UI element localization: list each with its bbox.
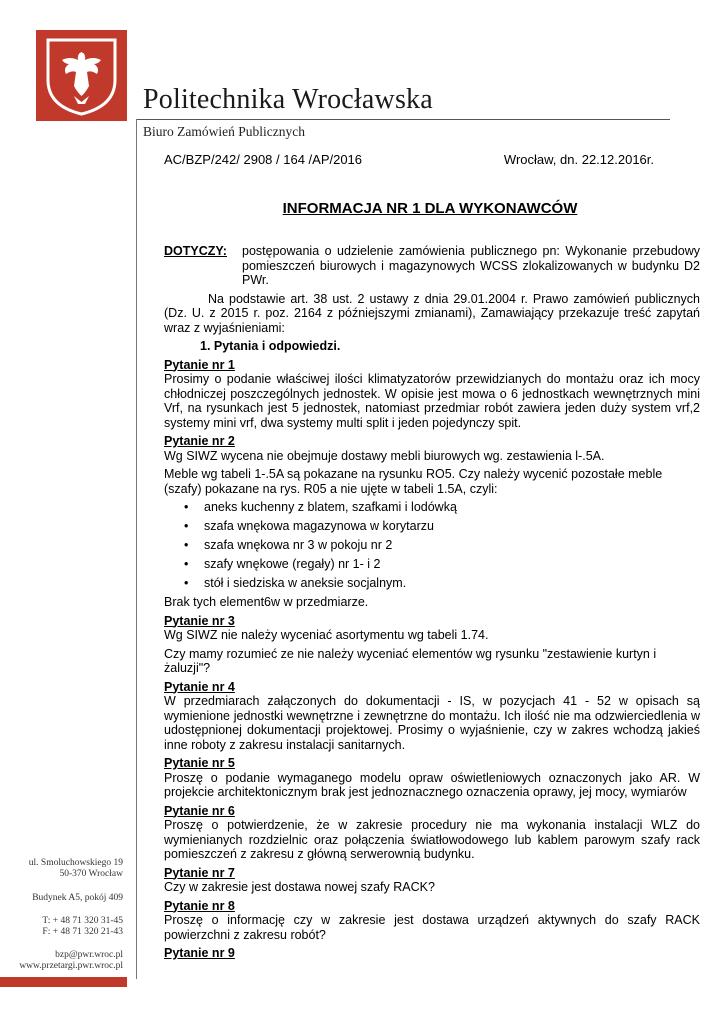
document-body — [164, 244, 700, 961]
question-heading: Pytanie nr 1 — [164, 357, 235, 372]
reference-number: AC/BZP/242/ 2908 / 164 /AP/2016 — [164, 152, 363, 167]
question-text: Proszę o podanie wymaganego modelu opraw oświetleniowych oznaczonych jako AR. W projekcie architektonicznym brak jest jednoznacznego oznaczenia oprawy, jej mocy, wymiarów — [164, 770, 700, 799]
place-date: Wrocław, dn. 22.12.2016r. — [503, 152, 654, 167]
intro-paragraph: Na podstawie art. 38 ust. 2 ustawy z dnia 29.01.2004 r. Prawo zamówień publicznych (Dz. U. z 2015 r. poz. 2164 z późniejszymi zmianami), Zamawiający przekazuje treść zapytań wraz z wyjaśnieniami: — [164, 291, 700, 335]
header-divider — [136, 119, 670, 120]
footer-building: Budynek A5, pokój 409 — [32, 893, 123, 903]
left-margin-rule — [136, 119, 137, 979]
question-text: Proszę o informację czy w zakresie jest dostawa urządzeń aktywnych do szafy RACK powierzchni z zakresu robót? — [164, 913, 700, 942]
question-heading: Pytanie nr 6 — [164, 803, 235, 818]
question-text: Prosimy o podanie właściwej ilości klimatyzatorów przewidzianych do montażu oraz ich mocy chłodniczej poszczególnych jednostek. W opisie jest mowa o 6 jednostkach wewnętrznych mini Vrf, na rysunkach jest 5 jednostek, natomiast przedmiar robót zawiera jeden duży system vrf,2 systemy mini vrf, dwa systemy multi split i jeden pojedynczy spit. — [164, 372, 700, 430]
question-text: Wg SIWZ wycena nie obejmuje dostawy mebli biurowych wg. zestawienia l-.5A. — [164, 448, 605, 463]
question-text: Meble wg tabeli 1-.5A są pokazane na rysunku RO5. Czy należy wycenić pozostałe meble (szafy) pokazane na rys. R05 a nie ujęte w tabeli 1.5A, czyli: — [164, 467, 663, 496]
question-heading: Pytanie nr 8 — [164, 898, 235, 913]
subject-label: DOTYCZY: — [164, 244, 227, 258]
question-heading: Pytanie nr 2 — [164, 434, 235, 448]
section-heading: 1. Pytania i odpowiedzi. — [200, 339, 341, 353]
footer-email[interactable]: bzp@pwr.wroc.pl — [55, 950, 123, 960]
question-heading: Pytanie nr 3 — [164, 613, 235, 628]
eagle-emblem-icon — [36, 30, 127, 121]
question-heading: Pytanie nr 4 — [164, 679, 235, 694]
subject-row — [164, 244, 700, 288]
university-logo — [36, 30, 127, 121]
list-item: • szafy wnękowe (regały) nr 1- i 2 — [204, 557, 700, 572]
reference-line — [164, 152, 654, 167]
footer-website[interactable]: www.przetargi.pwr.wroc.pl — [19, 961, 123, 971]
footer-street: ul. Smoluchowskiego 19 — [28, 858, 123, 868]
question-text: Wg SIWZ nie należy wyceniać asortymentu wg tabeli 1.74. — [164, 628, 489, 642]
bullet-list — [164, 500, 700, 591]
question-text: W przedmiarach załączonych do dokumentacji - IS, w pozycjach 41 - 52 w opisach są wymienione jednostki wewnętrzne i zewnętrzne do montażu. Ich ilość nie ma odzwierciedlenia w udostępnionej dokumentacji projektowej. Prosimy o wyjaśnienie, czy w zakres wchodzą jakieś inne roboty z zakresu instalacji sanitarnych. — [164, 694, 700, 752]
list-item: • szafa wnękowa magazynowa w korytarzu — [204, 519, 700, 534]
footer-fax: F: + 48 71 320 21-43 — [42, 927, 123, 937]
question-heading: Pytanie nr 9 — [164, 946, 235, 960]
footer-city: 50-370 Wrocław — [59, 869, 123, 879]
subject-text: postępowania o udzielenie zamówienia publicznego pn: Wykonanie przebudowy pomieszczeń biurowych i magazynowych WCSS zlokalizowanych w budynku D2 PWr. — [242, 244, 700, 287]
question-heading: Pytanie nr 5 — [164, 756, 235, 770]
list-item: • stół i siedziska w aneksie socjalnym. — [204, 576, 700, 591]
question-text: Czy mamy rozumieć ze nie należy wyceniać elementów wg rysunku "zestawienie kurtyn i żaluzji"? — [164, 646, 657, 675]
footer-phone: T: + 48 71 320 31-45 — [42, 916, 123, 926]
document-title: INFORMACJA NR 1 DLA WYKONAWCÓW — [282, 200, 578, 217]
list-item: • szafa wnękowa nr 3 w pokoju nr 2 — [204, 538, 700, 553]
question-text: Proszę o potwierdzenie, że w zakresie procedury nie ma wykonania instalacji WLZ do wymienianych rozdzielnic oraz połączenia światłowodowego lub kablem parowym szafy rack pomieszczeń z zakresu z główną serwerownią budynku. — [164, 818, 700, 861]
list-item: • aneks kuchenny z blatem, szafkami i lodówką — [204, 500, 700, 515]
question-text: Brak tych element6w w przedmiarze. — [164, 595, 369, 609]
department-name: Biuro Zamówień Publicznych — [143, 124, 305, 139]
university-name: Politechnika Wrocławska — [143, 84, 433, 115]
footer-accent-bar — [0, 977, 127, 987]
question-text: Czy w zakresie jest dostawa nowej szafy RACK? — [164, 880, 435, 894]
question-heading: Pytanie nr 7 — [164, 865, 235, 880]
